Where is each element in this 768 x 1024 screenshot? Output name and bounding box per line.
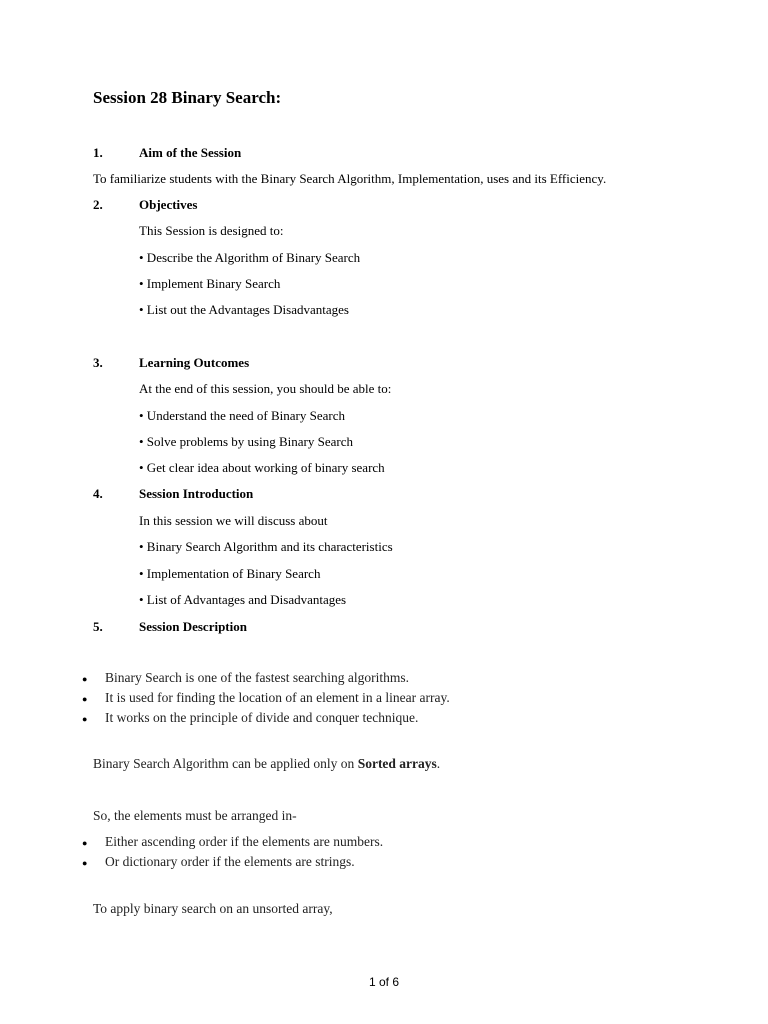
- order-bullet: Either ascending order if the elements are numbers.: [105, 834, 384, 849]
- section-heading-aim: Aim of the Session: [139, 145, 242, 160]
- aim-text: To familiarize students with the Binary Search Algorithm, Implementation, uses and its Efficiency.: [93, 171, 607, 186]
- section-number: 2.: [93, 197, 103, 212]
- order-bullet: Or dictionary order if the elements are strings.: [105, 854, 355, 869]
- bullet-icon: ●: [82, 858, 88, 868]
- sorted-prefix: Binary Search Algorithm can be applied only on: [93, 756, 358, 771]
- section-heading-objectives: Objectives: [139, 197, 198, 212]
- description-bullet: Binary Search is one of the fastest searching algorithms.: [105, 670, 410, 685]
- section-heading-outcomes: Learning Outcomes: [139, 355, 250, 370]
- introduction-item: • Implementation of Binary Search: [139, 566, 321, 581]
- section-heading-description: Session Description: [139, 619, 247, 634]
- section-number: 5.: [93, 619, 103, 634]
- objectives-item: • Describe the Algorithm of Binary Search: [139, 250, 361, 265]
- objectives-item: • Implement Binary Search: [139, 276, 281, 291]
- section-heading-introduction: Session Introduction: [139, 486, 254, 501]
- bullet-icon: ●: [82, 694, 88, 704]
- outcomes-item: • Understand the need of Binary Search: [139, 408, 345, 423]
- sorted-suffix: .: [436, 756, 441, 771]
- description-bullet: It works on the principle of divide and conquer technique.: [105, 710, 419, 725]
- outcomes-item: • Solve problems by using Binary Search: [139, 434, 353, 449]
- unsorted-text: To apply binary search on an unsorted array,: [93, 901, 333, 916]
- sorted-bold: Sorted arrays: [357, 756, 437, 771]
- page-title: Session 28 Binary Search:: [93, 88, 282, 107]
- arranged-text: So, the elements must be arranged in-: [93, 808, 297, 823]
- section-number: 3.: [93, 355, 103, 370]
- section-number: 4.: [93, 486, 103, 501]
- sorted-arrays-sentence: [93, 756, 440, 772]
- description-bullet: It is used for finding the location of an element in a linear array.: [105, 690, 450, 705]
- section-number: 1.: [93, 145, 103, 160]
- bullet-icon: ●: [82, 714, 88, 724]
- bullet-icon: ●: [82, 838, 88, 848]
- introduction-item: • Binary Search Algorithm and its characteristics: [139, 539, 393, 554]
- page-indicator: 1 of 6: [368, 975, 400, 989]
- outcomes-intro: At the end of this session, you should be able to:: [139, 381, 392, 396]
- introduction-item: • List of Advantages and Disadvantages: [139, 592, 347, 607]
- introduction-intro: In this session we will discuss about: [139, 513, 328, 528]
- bullet-icon: ●: [82, 674, 88, 684]
- objectives-intro: This Session is designed to:: [139, 223, 284, 238]
- outcomes-item: • Get clear idea about working of binary search: [139, 460, 385, 475]
- objectives-item: • List out the Advantages Disadvantages: [139, 302, 349, 317]
